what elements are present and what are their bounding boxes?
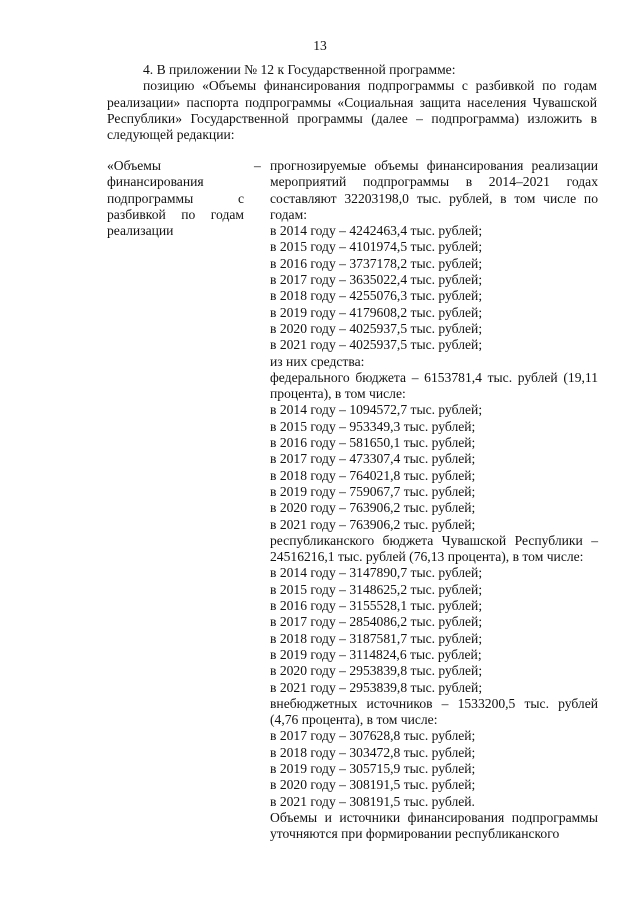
- federal-year-line: в 2019 году – 759067,7 тыс. рублей;: [270, 483, 476, 499]
- total-year-line: в 2014 году – 4242463,4 тыс. рублей;: [270, 223, 483, 239]
- total-year-line: в 2015 году – 4101974,5 тыс. рублей;: [270, 239, 483, 255]
- funding-label: «Объемы финансирования подпрограммы с разбивкой по годам реализации: [107, 158, 244, 239]
- closing-text: Объемы и источники финансирования подпрограммы уточняются при формировании республиканского: [270, 809, 598, 842]
- federal-year-line: в 2018 году – 764021,8 тыс. рублей;: [270, 467, 476, 483]
- intro-heading: 4. В приложении № 12 к Государственной программе:: [143, 62, 456, 77]
- federal-year-line: в 2016 году – 581650,1 тыс. рублей;: [270, 435, 476, 451]
- federal-summary: федерального бюджета – 6153781,4 тыс. рублей (19,11 процента), в том числе:: [270, 369, 598, 402]
- republic-year-line: в 2015 году – 3148625,2 тыс. рублей;: [270, 581, 483, 597]
- total-year-line: в 2017 году – 3635022,4 тыс. рублей;: [270, 272, 483, 288]
- total-year-line: в 2019 году – 4179608,2 тыс. рублей;: [270, 304, 483, 320]
- extra-year-line: в 2018 году – 303472,8 тыс. рублей;: [270, 744, 476, 760]
- extra-summary: внебюджетных источников – 1533200,5 тыс. рублей (4,76 процента), в том числе:: [270, 695, 598, 728]
- total-year-line: в 2020 году – 4025937,5 тыс. рублей;: [270, 320, 483, 336]
- total-by-year-list: [270, 223, 598, 353]
- extra-year-line: в 2019 году – 305715,9 тыс. рублей;: [270, 760, 476, 776]
- federal-year-line: в 2021 году – 763906,2 тыс. рублей;: [270, 516, 476, 532]
- federal-year-line: в 2020 году – 763906,2 тыс. рублей;: [270, 500, 476, 516]
- republic-summary: республиканского бюджета Чувашской Республики – 24516216,1 тыс. рублей (76,13 процента), в том числе:: [270, 532, 598, 565]
- federal-year-line: в 2017 году – 473307,4 тыс. рублей;: [270, 451, 476, 467]
- extra-year-line: в 2021 году – 308191,5 тыс. рублей.: [270, 793, 475, 809]
- federal-year-line: в 2014 году – 1094572,7 тыс. рублей;: [270, 402, 483, 418]
- extra-year-line: в 2017 году – 307628,8 тыс. рублей;: [270, 728, 476, 744]
- column-dash: –: [254, 158, 261, 173]
- sources-label: из них средства:: [270, 353, 365, 369]
- republic-year-line: в 2014 году – 3147890,7 тыс. рублей;: [270, 565, 483, 581]
- total-year-line: в 2016 году – 3737178,2 тыс. рублей;: [270, 255, 483, 271]
- republic-year-line: в 2019 году – 3114824,6 тыс. рублей;: [270, 646, 482, 662]
- funding-summary: прогнозируемые объемы финансирования реализации мероприятий подпрограммы в 2014–2021 годах составляют 32203198,0 тыс. рублей, в том числе по годам:: [270, 158, 598, 222]
- republic-year-line: в 2017 году – 2854086,2 тыс. рублей;: [270, 614, 483, 630]
- total-year-line: в 2021 году – 4025937,5 тыс. рублей;: [270, 337, 483, 353]
- federal-year-line: в 2015 году – 953349,3 тыс. рублей;: [270, 418, 476, 434]
- page-number: 13: [313, 38, 327, 53]
- republic-year-line: в 2020 году – 2953839,8 тыс. рублей;: [270, 663, 483, 679]
- intro-body: позицию «Объемы финансирования подпрограммы с разбивкой по годам реализации» паспорта подпрограммы «Социальная защита населения Чувашской Республики» Государственной программы (далее – подпрограмма) изложить в следующей редакции:: [107, 78, 597, 143]
- total-year-line: в 2018 году – 4255076,3 тыс. рублей;: [270, 288, 483, 304]
- extra-year-line: в 2020 году – 308191,5 тыс. рублей;: [270, 777, 476, 793]
- republic-year-line: в 2016 году – 3155528,1 тыс. рублей;: [270, 598, 483, 614]
- republic-by-year-list: [270, 565, 598, 695]
- federal-by-year-list: [270, 402, 598, 532]
- republic-year-line: в 2021 году – 2953839,8 тыс. рублей;: [270, 679, 483, 695]
- republic-year-line: в 2018 году – 3187581,7 тыс. рублей;: [270, 630, 483, 646]
- funding-details: [270, 158, 598, 842]
- intro-section: [107, 62, 597, 143]
- extra-by-year-list: [270, 728, 598, 809]
